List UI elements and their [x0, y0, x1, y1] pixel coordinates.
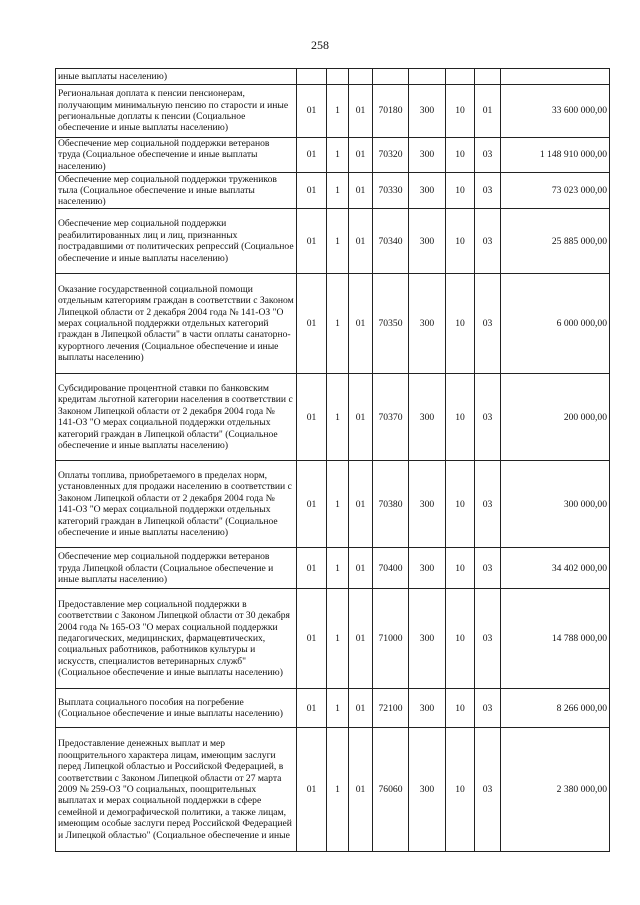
- table-row: [56, 548, 610, 589]
- budget-table: [55, 68, 610, 852]
- expense-type-code: 300: [409, 374, 446, 461]
- section-code: 10: [446, 589, 475, 689]
- subprogram-code: 1: [327, 209, 349, 274]
- direction-code: 70340: [373, 209, 409, 274]
- amount-value: [501, 69, 610, 85]
- row-description: Обеспечение мер социальной поддержки ветеранов труда Липецкой области (Социальное обеспечение и иные выплаты населению): [56, 548, 297, 589]
- main-activity-code: 01: [349, 548, 373, 589]
- expense-type-code: [409, 69, 446, 85]
- row-description: Субсидирование процентной ставки по банковским кредитам льготной категории населения в соответствии с Законом Липецкой области от 2 декабря 2004 года № 141-ОЗ "О мерах социальной поддержки отдельных категорий граждан в Липецкой области" (Социальное обеспечение и иные выплаты населению): [56, 374, 297, 461]
- direction-code: 70330: [373, 173, 409, 209]
- program-code: 01: [297, 138, 327, 173]
- program-code: 01: [297, 461, 327, 548]
- row-description: иные выплаты населению): [56, 69, 297, 85]
- direction-code: [373, 69, 409, 85]
- amount-value: 6 000 000,00: [501, 274, 610, 374]
- section-code: [446, 69, 475, 85]
- table-row: [56, 728, 610, 852]
- program-code: 01: [297, 374, 327, 461]
- amount-value: 2 380 000,00: [501, 728, 610, 852]
- direction-code: 72100: [373, 689, 409, 728]
- subprogram-code: 1: [327, 589, 349, 689]
- table-row: [56, 374, 610, 461]
- direction-code: 76060: [373, 728, 409, 852]
- subsection-code: 03: [475, 728, 501, 852]
- section-code: 10: [446, 173, 475, 209]
- expense-type-code: 300: [409, 274, 446, 374]
- section-code: 10: [446, 548, 475, 589]
- table-row: [56, 173, 610, 209]
- page-number: 258: [311, 38, 329, 52]
- amount-value: 200 000,00: [501, 374, 610, 461]
- direction-code: 71000: [373, 589, 409, 689]
- subsection-code: 03: [475, 374, 501, 461]
- subsection-code: 03: [475, 173, 501, 209]
- table-row: [56, 209, 610, 274]
- main-activity-code: 01: [349, 85, 373, 138]
- amount-value: 25 885 000,00: [501, 209, 610, 274]
- expense-type-code: 300: [409, 689, 446, 728]
- main-activity-code: 01: [349, 209, 373, 274]
- direction-code: 70320: [373, 138, 409, 173]
- program-code: 01: [297, 274, 327, 374]
- table-row: [56, 138, 610, 173]
- amount-value: 33 600 000,00: [501, 85, 610, 138]
- direction-code: 70370: [373, 374, 409, 461]
- row-description: Обеспечение мер социальной поддержки ветеранов труда (Социальное обеспечение и иные выплаты населению): [56, 138, 297, 173]
- subsection-code: 03: [475, 548, 501, 589]
- amount-value: 34 402 000,00: [501, 548, 610, 589]
- table-row: [56, 689, 610, 728]
- row-description: Региональная доплата к пенсии пенсионерам, получающим минимальную пенсию по старости и иные региональные доплаты к пенсии (Социальное обеспечение и иные выплаты населению): [56, 85, 297, 138]
- expense-type-code: 300: [409, 138, 446, 173]
- row-description: Оплаты топлива, приобретаемого в пределах норм, установленных для продажи населению в соответствии с Законом Липецкой области от 2 декабря 2004 года № 141-ОЗ "О мерах социальной поддержки отдельных категорий граждан в Липецкой области" (Социальное обеспечение и иные выплаты населению): [56, 461, 297, 548]
- expense-type-code: 300: [409, 589, 446, 689]
- program-code: 01: [297, 689, 327, 728]
- subsection-code: 03: [475, 138, 501, 173]
- amount-value: 300 000,00: [501, 461, 610, 548]
- row-description: Оказание государственной социальной помощи отдельным категориям граждан в соответствии с Законом Липецкой области от 2 декабря 2004 года № 141-ОЗ "О мерах социальной поддержки отдельных категорий граждан в Липецкой области" в части оплаты санаторно-курортного лечения (Социальное обеспечение и иные выплаты населению): [56, 274, 297, 374]
- expense-type-code: 300: [409, 85, 446, 138]
- section-code: 10: [446, 728, 475, 852]
- subprogram-code: [327, 69, 349, 85]
- subprogram-code: 1: [327, 728, 349, 852]
- main-activity-code: 01: [349, 689, 373, 728]
- section-code: 10: [446, 689, 475, 728]
- expense-type-code: 300: [409, 209, 446, 274]
- table-row: [56, 85, 610, 138]
- direction-code: 70180: [373, 85, 409, 138]
- section-code: 10: [446, 209, 475, 274]
- subprogram-code: 1: [327, 461, 349, 548]
- amount-value: 73 023 000,00: [501, 173, 610, 209]
- main-activity-code: 01: [349, 274, 373, 374]
- direction-code: 70380: [373, 461, 409, 548]
- expense-type-code: 300: [409, 548, 446, 589]
- subprogram-code: 1: [327, 548, 349, 589]
- row-description: Предоставление мер социальной поддержки в соответствии с Законом Липецкой области от 30 декабря 2004 года № 165-ОЗ "О мерах социальной поддержки педагогических, медицинских, фармацевтических, социальных работников, работников культуры и искусств, специалистов ветеринарных служб" (Социальное обеспечение и иные выплаты населению): [56, 589, 297, 689]
- subprogram-code: 1: [327, 85, 349, 138]
- subsection-code: 01: [475, 85, 501, 138]
- main-activity-code: 01: [349, 138, 373, 173]
- table-row: [56, 274, 610, 374]
- row-description: Выплата социального пособия на погребение (Социальное обеспечение и иные выплаты населению): [56, 689, 297, 728]
- program-code: [297, 69, 327, 85]
- program-code: 01: [297, 589, 327, 689]
- program-code: 01: [297, 548, 327, 589]
- direction-code: 70350: [373, 274, 409, 374]
- table-row: [56, 461, 610, 548]
- section-code: 10: [446, 274, 475, 374]
- program-code: 01: [297, 728, 327, 852]
- subsection-code: 03: [475, 274, 501, 374]
- table-row: [56, 589, 610, 689]
- row-description: Обеспечение мер социальной поддержки реабилитированных лиц и лиц, признанных пострадавшими от политических репрессий (Социальное обеспечение и иные выплаты населению): [56, 209, 297, 274]
- program-code: 01: [297, 173, 327, 209]
- expense-type-code: 300: [409, 461, 446, 548]
- program-code: 01: [297, 85, 327, 138]
- subsection-code: 03: [475, 589, 501, 689]
- row-description: Обеспечение мер социальной поддержки тружеников тыла (Социальное обеспечение и иные выплаты населению): [56, 173, 297, 209]
- amount-value: 8 266 000,00: [501, 689, 610, 728]
- section-code: 10: [446, 85, 475, 138]
- subprogram-code: 1: [327, 138, 349, 173]
- program-code: 01: [297, 209, 327, 274]
- subprogram-code: 1: [327, 374, 349, 461]
- main-activity-code: 01: [349, 461, 373, 548]
- section-code: 10: [446, 138, 475, 173]
- row-description: Предоставление денежных выплат и мер поощрительного характера лицам, имеющим заслуги перед Липецкой областью и Российской Федерацией, в соответствии с Законом Липецкой области от 27 марта 2009 № 259-ОЗ "О социальных, поощрительных выплатах и мерах социальной поддержки в сфере семейной и демографической политики, а также лицам, имеющим особые заслуги перед Российской Федерацией и Липецкой областью" (Социальное обеспечение и иные: [56, 728, 297, 852]
- table-row: [56, 69, 610, 85]
- subprogram-code: 1: [327, 689, 349, 728]
- main-activity-code: 01: [349, 173, 373, 209]
- section-code: 10: [446, 461, 475, 548]
- expense-type-code: 300: [409, 728, 446, 852]
- section-code: 10: [446, 374, 475, 461]
- subprogram-code: 1: [327, 173, 349, 209]
- amount-value: 1 148 910 000,00: [501, 138, 610, 173]
- subsection-code: 03: [475, 689, 501, 728]
- main-activity-code: 01: [349, 728, 373, 852]
- main-activity-code: 01: [349, 374, 373, 461]
- subsection-code: [475, 69, 501, 85]
- expense-type-code: 300: [409, 173, 446, 209]
- main-activity-code: 01: [349, 589, 373, 689]
- subprogram-code: 1: [327, 274, 349, 374]
- amount-value: 14 788 000,00: [501, 589, 610, 689]
- direction-code: 70400: [373, 548, 409, 589]
- subsection-code: 03: [475, 461, 501, 548]
- main-activity-code: [349, 69, 373, 85]
- subsection-code: 03: [475, 209, 501, 274]
